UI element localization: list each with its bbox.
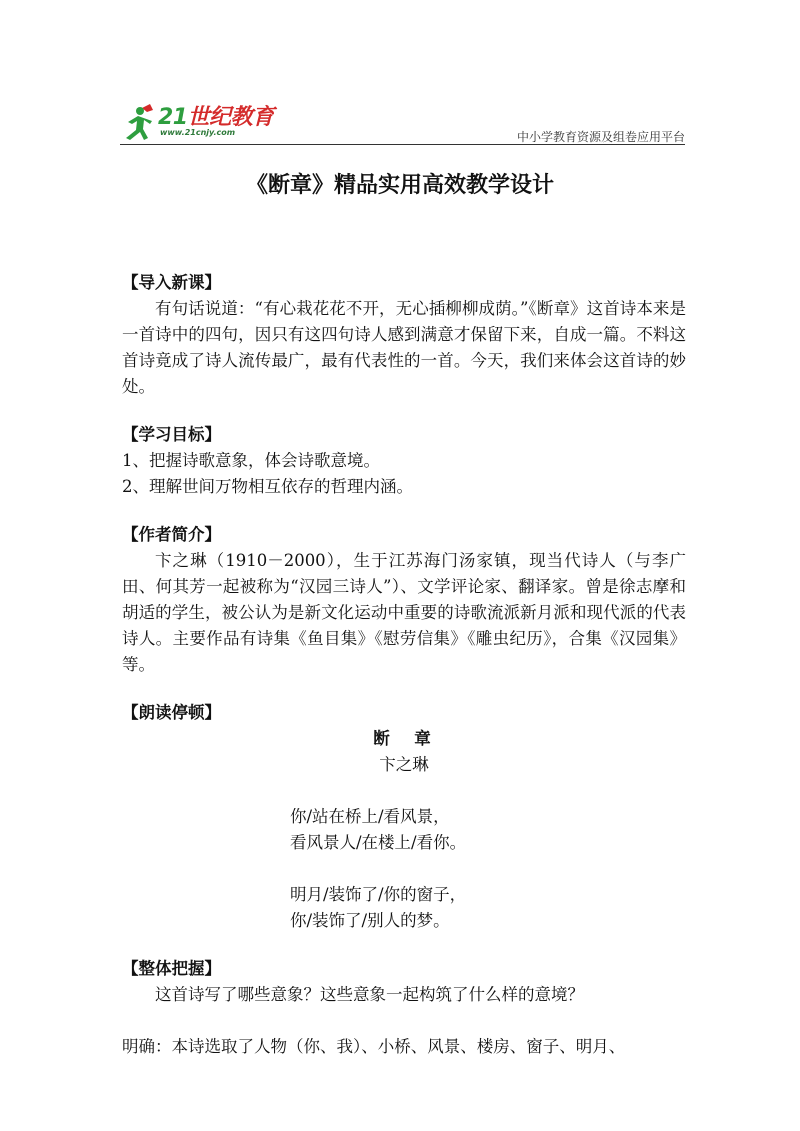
poem-line: 你/装饰了/别人的梦。 [290, 911, 450, 930]
page-header [120, 98, 685, 148]
poem-title: 断 章 [373, 729, 435, 748]
section-title-goals: 【学习目标】 [122, 425, 221, 444]
poem-line: 你/站在桥上/看风景， [290, 807, 450, 826]
logo-brand: 世纪教育 [187, 105, 274, 130]
logo-title [158, 100, 274, 131]
section-title-intro: 【导入新课】 [122, 273, 221, 292]
list-item: 2、理解世间万物相互依存的哲理内涵。 [122, 477, 413, 496]
header-tagline: 中小学教育资源及组卷应用平台 [516, 130, 685, 144]
document-title: 《断章》精品实用高效教学设计 [245, 173, 554, 198]
goals-list [122, 448, 686, 500]
document-body [122, 270, 686, 1060]
poem-line: 看风景人/在楼上/看你。 [290, 833, 467, 852]
author-paragraph: 卞之琳（1910－2000），生于江苏海门汤家镇，现当代诗人（与李广田、何其芳一起被称为“汉园三诗人”）、文学评论家、翻译家。曾是徐志摩和胡适的学生，被公认为是新文化运动中重要的诗歌流派新月派和现代派的代表诗人。主要作品有诗集《鱼目集》《慰劳信集》《雕虫纪历》，合集《汉园集》等。 [122, 551, 686, 674]
poem-stanza-2 [122, 882, 686, 934]
header-divider [120, 144, 685, 145]
poem-stanza-1 [122, 804, 686, 856]
logo-number: 21 [158, 105, 188, 130]
section-title-reading: 【朗读停顿】 [122, 703, 221, 722]
section-title-overall: 【整体把握】 [122, 959, 221, 978]
section-title-author: 【作者简介】 [122, 525, 221, 544]
overall-answer: 明确：本诗选取了人物（你、我）、小桥、风景、楼房、窗子、明月、 [122, 1037, 626, 1056]
logo-url: www.21cnjy.com [160, 128, 236, 137]
runner-logo-icon [120, 102, 158, 142]
logo [120, 98, 300, 146]
poem-line: 明月/装饰了/你的窗子， [290, 885, 467, 904]
list-item: 1、把握诗歌意象，体会诗歌意境。 [122, 451, 380, 470]
intro-paragraph: 有句话说道：“有心栽花花不开，无心插柳柳成荫。”《断章》这首诗本来是一首诗中的四句，因只有这四句诗人感到满意才保留下来，自成一篇。不料这首诗竟成了诗人流传最广，最有代表性的一首。今天，我们来体会这首诗的妙处。 [122, 299, 686, 396]
overall-question: 这首诗写了哪些意象？这些意象一起构筑了什么样的意境？ [155, 985, 584, 1004]
poem-author: 卞之琳 [379, 755, 429, 774]
